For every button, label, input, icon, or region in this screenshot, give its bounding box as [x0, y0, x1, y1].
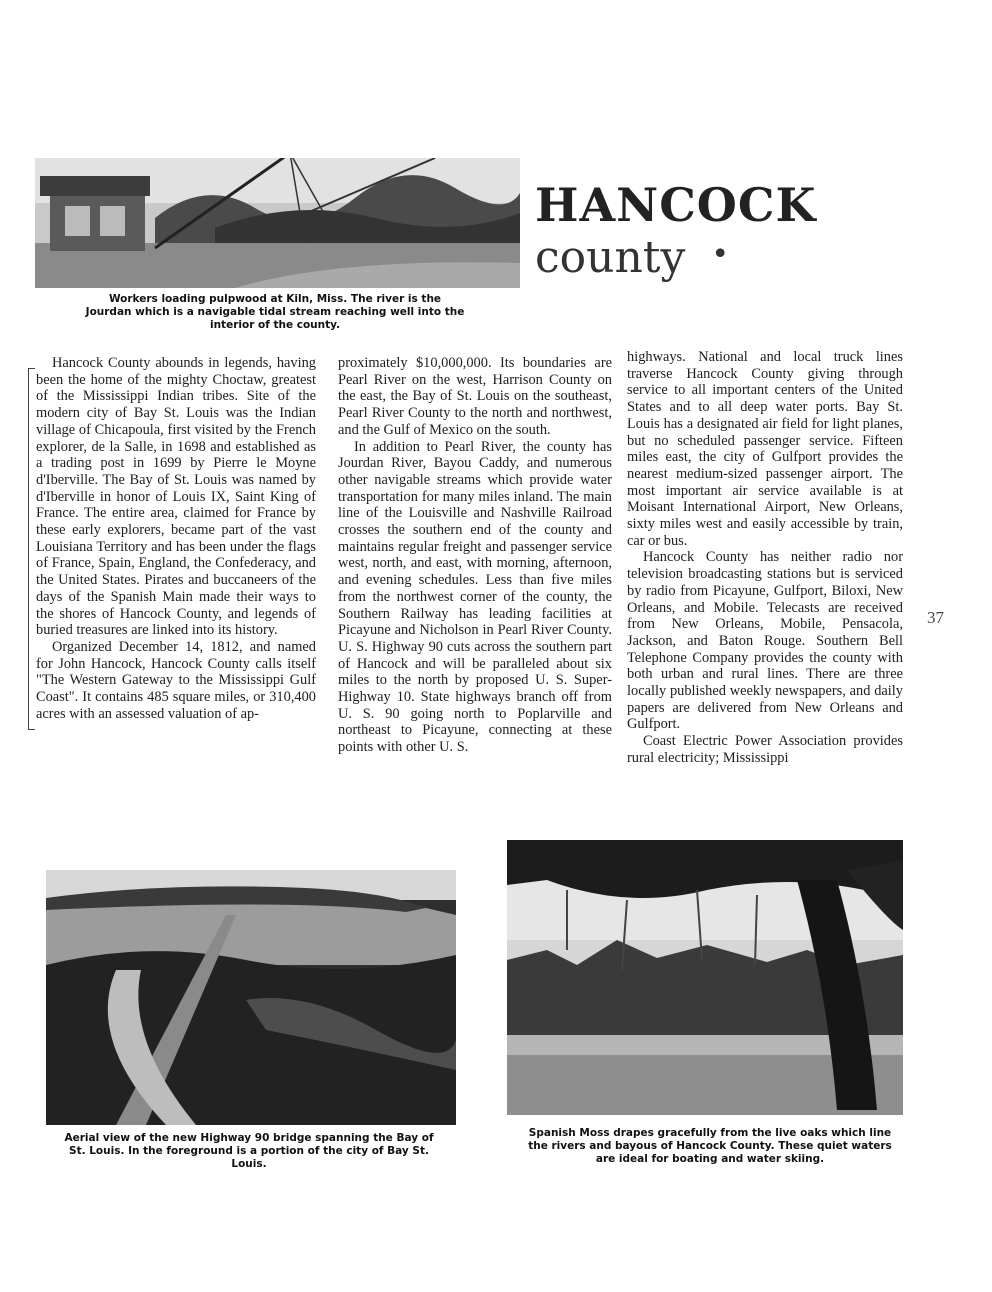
title-bullet: • [711, 237, 730, 272]
county-subtitle [535, 232, 729, 283]
article-paragraph: highways. National and local truck lines traverse Hancock County giving through service to all important centers of the United States and to all deep water ports. Bay St. Louis has a designated air field for light planes, but no scheduled passenger service. Fifteen miles east, the city of Gulfport provides the nearest medium-sized passenger airport. The most important air service available is at Moisant International Airport, New Orleans, sixty miles west and easily accessible by train, car or bus. [627, 349, 903, 549]
article-paragraph: Hancock County has neither radio nor television broadcasting stations but is serviced by radio from Picayune, Gulfport, Biloxi, New Orleans, and Mobile. Telecasts are received from New Orleans, Mobile, Pensacola, Jackson, and Baton Rouge. Southern Bell Telephone Company provides the county with both urban and rural lines. There are three locally published weekly newspapers, and daily papers are delivered from New Orleans and Gulfport. [627, 549, 903, 733]
highway-bridge-caption: Aerial view of the new Highway 90 bridge spanning the Bay of St. Louis. In the foreground is a portion of the city of Bay St. Louis. [64, 1132, 434, 1170]
article-paragraph: Organized December 14, 1812, and named for John Hancock, Hancock County calls itself "The Western Gateway to the Mississippi Gulf Coast". It contains 485 square miles, or 310,400 acres with an assessed valuation of ap- [36, 638, 316, 722]
highway-bridge-photo [46, 870, 456, 1125]
margin-bracket-mark [28, 368, 35, 730]
article-column-1 [36, 355, 316, 722]
article-paragraph: In addition to Pearl River, the county has Jourdan River, Bayou Caddy, and numerous other navigable streams which provide water transportation for many miles inland. The main line of the Louisville and Nashville Railroad crosses the southern end of the county and maintains regular freight and passenger service west, north, and east, with morning, afternoon, and evening schedules. Less than five miles from the northwest corner of the county, the Southern Railway has leading facilities at Picayune and Nicholson in Pearl River County. U. S. Highway 90 cuts across the southern part of Hancock and will be paralleled about six miles to the north by proposed U. S. Super-Highway 10. State highways branch off from U. S. 90 going north to Poplarville and northeast to Picayune, connecting at these points with other U. S. [338, 438, 612, 756]
page-number: 37 [927, 608, 944, 627]
county-subtitle-text: county [535, 232, 686, 283]
spanish-moss-photo [507, 840, 903, 1115]
pulpwood-photo-caption: Workers loading pulpwood at Kiln, Miss. The river is the Jourdan which is a navigable tidal stream reaching well into the interior of the county. [85, 293, 465, 331]
county-title: HANCOCK [535, 178, 817, 232]
pulpwood-photo [35, 158, 520, 288]
article-paragraph: Hancock County abounds in legends, having been the home of the mighty Choctaw, greatest of the Mississippi Indian tribes. Site of the modern city of Bay St. Louis was the Indian village of Chicapoula, first visited by the French explorer, de la Salle, in 1698 and established as a trading post in 1699 by Pierre le Moyne d'Iberville. The Bay of St. Louis was named by d'Iberville in honor of Louis IX, Saint King of France. The entire area, claimed for France by these early explorers, became part of the vast Louisiana Territory and has been under the flags of France, Spain, England, the Confederacy, and the United States. Pirates and buccaneers of the days of the Spanish Main made their ways to the shores of Hancock County, and legends of buried treasures are linked into its history. [36, 355, 316, 639]
spanish-moss-caption: Spanish Moss drapes gracefully from the live oaks which line the rivers and bayous of Hancock County. These quiet waters are ideal for boating and water skiing. [528, 1127, 892, 1165]
article-paragraph: Coast Electric Power Association provides rural electricity; Mississippi [627, 733, 903, 766]
article-column-2 [338, 355, 612, 756]
article-paragraph: proximately $10,000,000. Its boundaries are Pearl River on the west, Harrison County on the east, the Bay of St. Louis on the southeast, Pearl River County to the north and northwest, and the Gulf of Mexico on the south. [338, 355, 612, 438]
article-column-3 [627, 349, 903, 767]
